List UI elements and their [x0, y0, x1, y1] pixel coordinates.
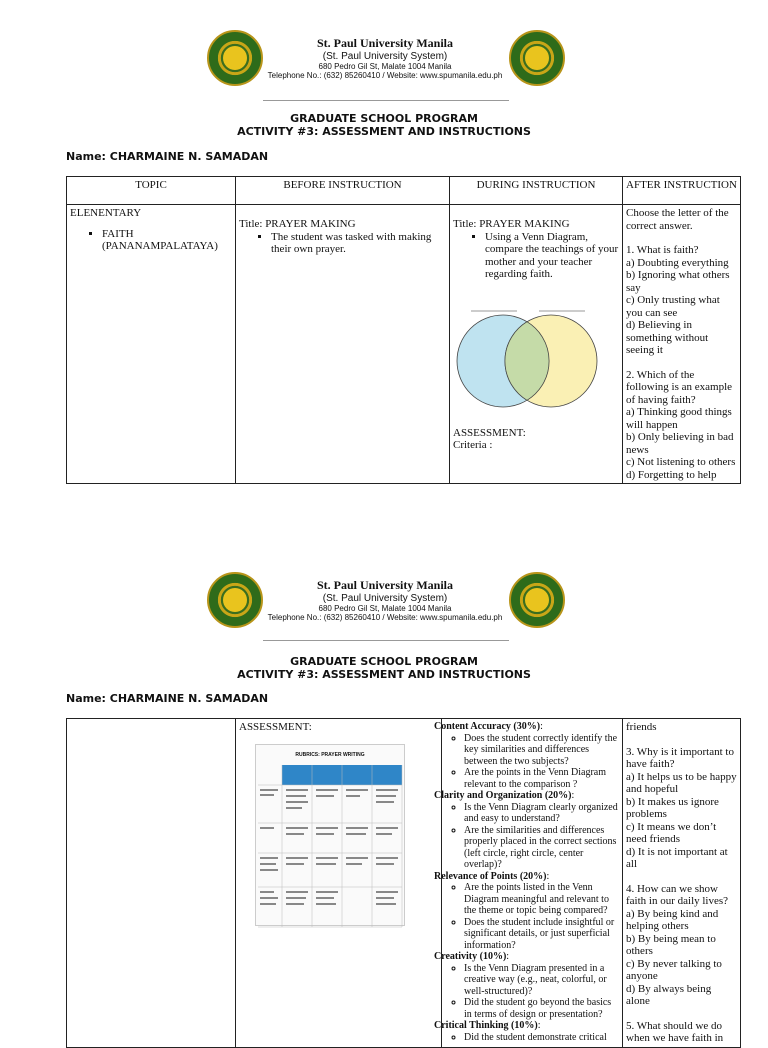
question-3-option-b: b) It makes us ignore problems: [626, 795, 719, 820]
criterion-2-item-b: ◦ Are the similarities and differences properly placed in the correct sections (left circle, right circle, center overlap)?: [464, 825, 619, 871]
question-2-option-a: a) Thinking good things will happen: [626, 406, 732, 431]
heading-line-2: ACTIVITY #3: ASSESSMENT AND INSTRUCTIONS: [237, 125, 531, 138]
during-cell: [450, 205, 623, 484]
during-assessment-label: ASSESSMENT:: [453, 426, 526, 439]
header-during: DURING INSTRUCTION: [450, 177, 623, 205]
rubric-image: [255, 744, 405, 926]
question-1-option-b: b) Ignoring what others say: [626, 269, 730, 294]
heading-line-2: ACTIVITY #3: ASSESSMENT AND INSTRUCTIONS: [237, 668, 531, 681]
criterion-2-item-a: ◦ Is the Venn Diagram clearly organized and easy to understand?: [464, 802, 619, 825]
assessment-label: ASSESSMENT:: [239, 721, 312, 733]
university-address: 680 Pedro Gil St, Malate 1004 Manila: [318, 62, 452, 71]
letterhead-divider: [263, 640, 509, 641]
question-2: 2. Which of the following is an example of having faith?: [626, 368, 733, 406]
during-criteria-label: Criteria :: [453, 439, 493, 451]
after-cell: [623, 719, 741, 1048]
before-cell: [236, 205, 450, 484]
question-3-option-c: c) It means we don’t need friends: [626, 820, 717, 845]
topic-level: ELENENTARY: [70, 207, 142, 219]
question-3-option-a: a) It helps us to be happy and hopeful: [626, 770, 737, 795]
criterion-1-item-b: ◦ Are the points in the Venn Diagram relevant to the comparison ?: [464, 767, 619, 790]
rubric-title: RUBRICS: PRAYER WRITING: [295, 751, 365, 758]
during-item: ▪ Using a Venn Diagram, compare the teachings of your mother and your teacher regarding faith.: [485, 231, 619, 281]
letterhead: [205, 28, 565, 108]
criterion-4: Creativity (10%): [434, 951, 507, 962]
criterion-1: Content Accuracy (30%): [434, 721, 541, 732]
page-heading: [0, 112, 768, 138]
criterion-3-item-b: ◦ Does the student include insightful or significant details, or just superficial information?: [464, 917, 619, 952]
university-seal-right-icon: [509, 572, 565, 628]
criterion-3-item-a: ◦ Are the points listed in the Venn Diagram meaningful and relevant to the theme or topic being compared?: [464, 882, 619, 917]
topic-cell: [67, 205, 236, 484]
question-5: 5. What should we do when we have faith in: [626, 1019, 724, 1044]
letterhead: [205, 570, 565, 650]
question-4: 4. How can we show faith in our daily lives?: [626, 882, 729, 907]
university-system: (St. Paul University System): [322, 593, 448, 604]
university-telephone: Telephone No.: (632) 85260410 / Website: www.spumanila.edu.ph: [267, 71, 503, 80]
question-1-option-c: c) Only trusting what you can see: [626, 294, 720, 319]
university-name: St. Paul University Manila: [316, 578, 453, 592]
criteria-cell: Content Accuracy (30%): ◦ Does the student correctly identify the key similarities and differences between the two subjects? ◦ Are the points in the Venn Diagram relevant to the comparison ? Clarity and Organization (20%): ◦ Is the Venn Diagram clearly organized and easy to understand? ◦ Are the similarities and differences properly placed in the correct sections (left circle, right circle, center overlap)? Relevance of Points (20%): ◦ Are the points listed in the Venn Diagram meaningful and relevant to the theme or topic being compared? ◦ Does the student include insightful or significant details, or just superficial information? Creativity (10%): ◦ Is the Venn Diagram presented in a creative way (e.g., neat, colorful, or well-structured)? ◦ Did the student go beyond the basics in terms of design or presentation? Critical Thinking (10%): ◦ Did the student demonstrate critical: [442, 719, 623, 1048]
page-1: [0, 0, 768, 512]
venn-diagram: [453, 309, 603, 409]
criterion-4-item-b: ◦ Did the student go beyond the basics in terms of design or presentation?: [464, 997, 619, 1020]
student-name: Name: CHARMAINE N. SAMADAN: [66, 692, 269, 705]
before-item: ▪ The student was tasked with making their own prayer.: [271, 231, 446, 256]
question-4-option-b: b) By being mean to others: [626, 932, 716, 957]
question-4-option-c: c) By never talking to anyone: [626, 957, 722, 982]
criterion-4-item-a: ◦ Is the Venn Diagram presented in a creative way (e.g., neat, colorful, or well-structured)?: [464, 963, 619, 998]
question-1: 1. What is faith?: [626, 244, 699, 256]
after-intro: Choose the letter of the correct answer.: [626, 207, 729, 232]
before-cell: [236, 719, 442, 1048]
header-topic: TOPIC: [67, 177, 236, 205]
question-1-option-d: d) Believing in something without seeing it: [626, 319, 709, 356]
question-4-option-a: a) By being kind and helping others: [626, 907, 719, 932]
university-system: (St. Paul University System): [322, 51, 448, 62]
question-3-option-d: d) It is not important at all: [626, 845, 728, 870]
question-2-option-d: d) Forgetting to help: [626, 468, 717, 481]
question-2-option-c: c) Not listening to others: [626, 456, 736, 468]
question-1-option-a: a) Doubting everything: [626, 256, 729, 269]
student-name: Name: CHARMAINE N. SAMADAN: [66, 150, 269, 163]
heading-line-1: GRADUATE SCHOOL PROGRAM: [290, 655, 478, 668]
university-seal-left-icon: [207, 572, 263, 628]
topic-item: ▪ FAITH (PANANAMPALATAYA): [102, 228, 232, 253]
university-telephone: Telephone No.: (632) 85260410 / Website: www.spumanila.edu.ph: [267, 613, 503, 622]
page-heading: [0, 655, 768, 681]
lesson-table-continued: [66, 718, 741, 1048]
university-name: St. Paul University Manila: [316, 36, 453, 50]
criterion-3: Relevance of Points (20%): [434, 870, 547, 882]
question-3: 3. Why is it important to have faith?: [626, 745, 734, 770]
criterion-5: Critical Thinking (10%): [434, 1020, 538, 1031]
criterion-5-item-a: ◦ Did the student demonstrate critical: [464, 1032, 619, 1044]
lesson-table: [66, 176, 741, 484]
university-address: 680 Pedro Gil St, Malate 1004 Manila: [318, 604, 452, 613]
topic-cell-empty: [67, 719, 236, 1048]
rubric-grid: [256, 761, 404, 929]
during-title: Title: PRAYER MAKING: [453, 218, 570, 230]
question-2-continued: friends: [626, 721, 657, 733]
university-seal-right-icon: [509, 30, 565, 86]
after-cell: [623, 205, 741, 484]
question-4-option-d: d) By always being alone: [626, 982, 712, 1007]
header-before: BEFORE INSTRUCTION: [236, 177, 450, 205]
before-title: Title: PRAYER MAKING: [239, 218, 356, 230]
question-2-option-b: b) Only believing in bad news: [626, 431, 734, 456]
university-seal-left-icon: [207, 30, 263, 86]
header-after: AFTER INSTRUCTION: [623, 177, 741, 205]
page-2: [0, 512, 768, 1044]
criterion-1-item-a: ◦ Does the student correctly identify the key similarities and differences between the two subjects?: [464, 733, 619, 768]
criterion-2: Clarity and Organization (20%): [434, 790, 572, 801]
heading-line-1: GRADUATE SCHOOL PROGRAM: [290, 112, 478, 125]
letterhead-divider: [263, 100, 509, 101]
